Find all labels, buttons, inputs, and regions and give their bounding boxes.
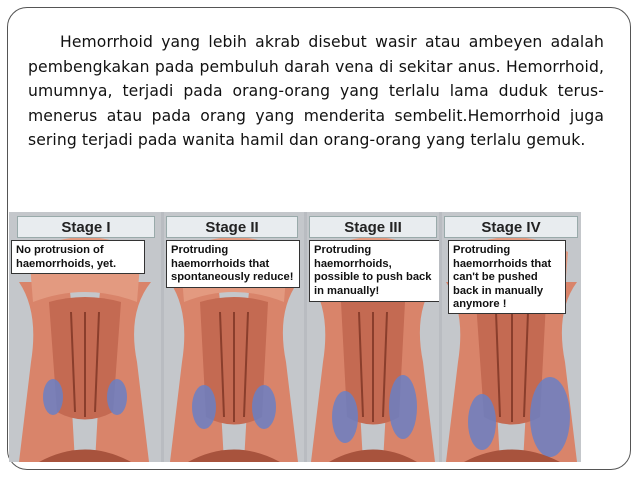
stage-title: Stage IV (444, 216, 578, 238)
stage-description: Protruding haemorrhoids, possible to push back in manually! (309, 240, 439, 302)
stage-description: Protruding haemorrhoids that spontaneously reduce! (166, 240, 300, 288)
stage-panel-4 (442, 212, 581, 462)
stage-title: Stage III (309, 216, 437, 238)
hemorrhoid-stages-figure (9, 212, 581, 462)
stage-description: Protruding haemorrhoids that can't be pushed back in manually anymore ! (448, 240, 566, 314)
stage-panel-2 (164, 212, 304, 462)
stage-panel-3 (307, 212, 439, 462)
body-paragraph: Hemorrhoid yang lebih akrab disebut wasir atau ambeyen adalah pembengkakan pada pembuluh darah vena di sekitar anus. Hemorrhoid, umumnya, terjadi pada orang-orang yang terlalu lama duduk terus-menerus atau pada orang yang menderita sembelit.Hemorrhoid juga sering terjadi pada wanita hamil dan orang-orang yang terlalu gemuk. (28, 33, 604, 150)
stage-title: Stage II (166, 216, 298, 238)
stage-panel-1 (9, 212, 161, 462)
stage-description: No protrusion of haemorrhoids, yet. (11, 240, 145, 274)
stage-title: Stage I (17, 216, 155, 238)
